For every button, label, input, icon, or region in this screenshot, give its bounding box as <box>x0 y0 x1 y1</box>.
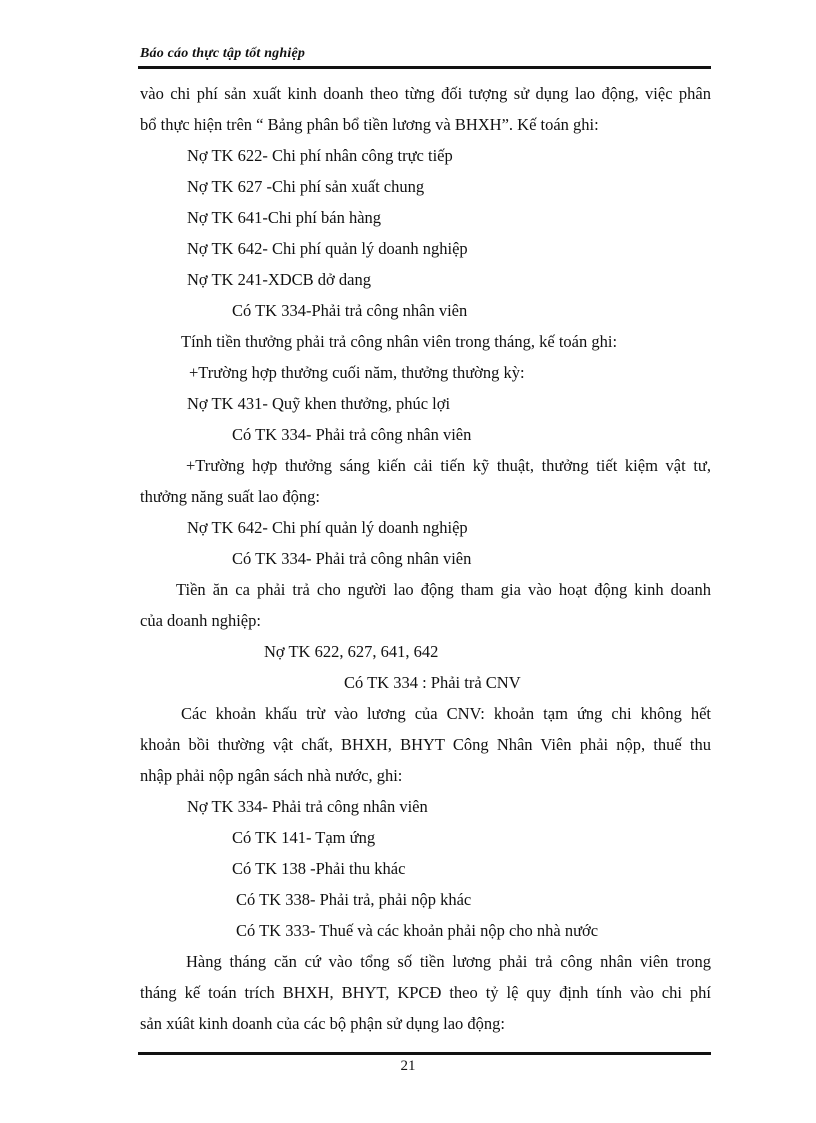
body-line: Nợ TK 641-Chi phí bán hàng <box>187 208 382 227</box>
body-line: Có TK 334 : Phải trả CNV <box>344 673 521 692</box>
body-line: +Trường hợp thưởng cuối năm, thưởng thường kỳ: <box>189 363 525 382</box>
footer-rule <box>138 1052 711 1055</box>
body-line: bổ thực hiện trên “ Bảng phân bổ tiền lương và BHXH”. Kế toán ghi: <box>140 115 599 134</box>
body-line: Nợ TK 334- Phải trả công nhân viên <box>187 797 428 816</box>
body-line: Hàng tháng căn cứ vào tổng số tiền lương phải trả công nhân viên trong <box>186 952 711 971</box>
body-line: Nợ TK 241-XDCB dở dang <box>187 270 371 289</box>
body-line: Nợ TK 642- Chi phí quản lý doanh nghiệp <box>187 239 468 258</box>
body-line: Nợ TK 431- Quỹ khen thưởng, phúc lợi <box>187 394 451 413</box>
body-line: Nợ TK 622, 627, 641, 642 <box>264 642 439 661</box>
header-rule <box>138 66 711 69</box>
body-line: nhập phải nộp ngân sách nhà nước, ghi: <box>140 766 403 785</box>
body-line: sản xúât kinh doanh của các bộ phận sử dụng lao động: <box>140 1014 505 1033</box>
body-line: Có TK 334- Phải trả công nhân viên <box>232 425 472 444</box>
body-line: Tính tiền thưởng phải trả công nhân viên trong tháng, kế toán ghi: <box>181 332 618 351</box>
body-line: Có TK 338- Phải trả, phải nộp khác <box>236 890 472 909</box>
body-line: Có TK 334- Phải trả công nhân viên <box>232 549 472 568</box>
body-line: khoản bồi thường vật chất, BHXH, BHYT Công Nhân Viên phải nộp, thuế thu <box>140 735 711 754</box>
body-line: Nợ TK 627 -Chi phí sản xuất chung <box>187 177 425 196</box>
body-line: Có TK 333- Thuế và các khoản phải nộp cho nhà nước <box>236 921 599 940</box>
body-line: vào chi phí sản xuất kinh doanh theo từng đối tượng sử dụng lao động, việc phân <box>140 84 711 103</box>
body-line: +Trường hợp thưởng sáng kiến cải tiến kỹ thuật, thưởng tiết kiệm vật tư, <box>186 456 711 475</box>
body-line: Có TK 334-Phải trả công nhân viên <box>232 301 468 320</box>
body-line: Có TK 141- Tạm ứng <box>232 828 376 847</box>
body-line: thưởng năng suất lao động: <box>140 487 320 506</box>
body-line: của doanh nghiệp: <box>140 611 261 630</box>
body-line: Nợ TK 642- Chi phí quản lý doanh nghiệp <box>187 518 468 537</box>
header-title: Báo cáo thực tập tốt nghiệp <box>140 46 306 61</box>
body-line: tháng kế toán trích BHXH, BHYT, KPCĐ theo tỷ lệ quy định tính vào chi phí <box>140 983 711 1002</box>
page-number: 21 <box>400 1058 416 1074</box>
body-line: Các khoản khấu trừ vào lương của CNV: khoản tạm ứng chi không hết <box>181 704 711 723</box>
body-line: Nợ TK 622- Chi phí nhân công trực tiếp <box>187 146 453 165</box>
body-line: Tiền ăn ca phải trả cho người lao động tham gia vào hoạt động kinh doanh <box>176 580 711 599</box>
body-line: Có TK 138 -Phải thu khác <box>232 859 406 878</box>
